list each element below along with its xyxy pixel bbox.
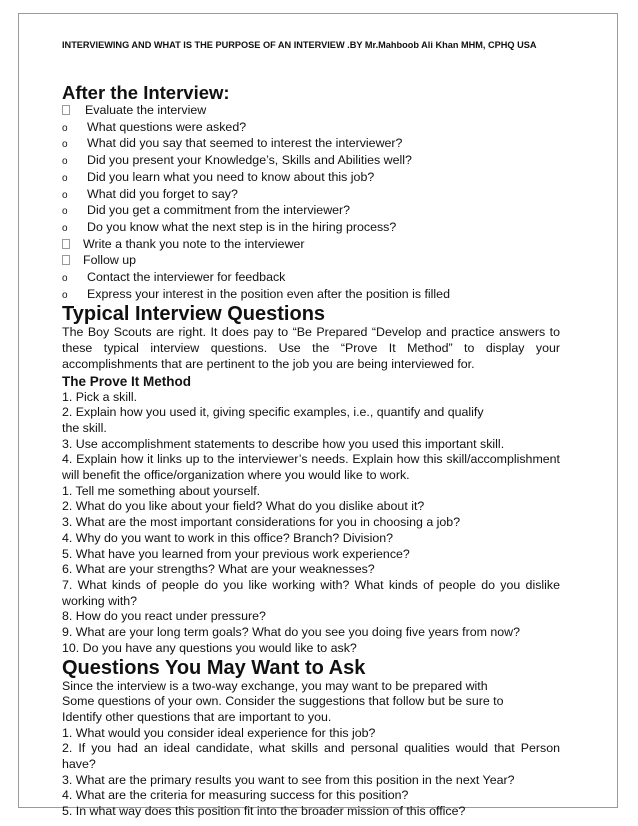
ask-intro-line: Identify other questions that are important to you. [62,709,332,724]
list-item: o Do you know what the next step is in the hiring process? [62,220,560,237]
list-item: o Did you learn what you need to know about this job? [62,170,560,187]
list-item: 3. What are the most important considerations for you in choosing a job? [62,515,461,530]
list-item: 5. What have you learned from your previous work experience? [62,546,410,561]
list-item: 2. If you had an ideal candidate, what skills and personal qualities would that Person have? [62,741,560,772]
step-2-cont: the skill. [62,420,107,435]
circle-bullet-icon: o [62,189,68,201]
list-item: 5. In what way does this position fit into the broader mission of this office? [62,804,466,819]
list-item: o What did you say that seemed to interest the interviewer? [62,136,560,153]
ask-questions-list [62,726,560,820]
square-bullet-icon [62,238,83,254]
circle-bullet-icon: o [62,273,68,285]
typical-intro: The Boy Scouts are right. It does pay to “Be Prepared “Develop and practice answers to these typical interview questions. Use the “Prove It Method” to display your accomplishments that are pertinent to the job you are being interviewed for. [62,325,560,371]
step-2: 2. Explain how you used it, giving specific examples, i.e., quantify and qualify [62,405,484,420]
list-item: 4. Why do you want to work in this office? Branch? Division? [62,530,394,545]
list-item: o Did you get a commitment from the interviewer? [62,203,560,220]
step-1: 1. Pick a skill. [62,389,138,404]
evaluate-item: Evaluate the interview [62,103,560,120]
list-item: 9. What are your long term goals? What do you see you doing five years from now? [62,625,520,640]
circle-bullet-icon: o [62,122,68,134]
ask-intro-line: Since the interview is a two-way exchange, you may want to be prepared with [62,678,488,693]
follow-up-item: Follow up [62,253,560,270]
circle-bullet-icon: o [62,222,68,234]
step-4: 4. Explain how it links up to the interviewer’s needs. Explain how this skill/accomplishment will benefit the office/organization where you would like to work. [62,452,560,483]
step-3: 3. Use accomplishment statements to describe how you used this important skill. [62,436,505,451]
list-item: 10. Do you have any questions you would like to ask? [62,640,357,655]
list-item: 2. What do you like about your field? What do you dislike about it? [62,499,425,514]
list-item: o Express your interest in the position even after the position is filled [62,287,560,304]
prove-it-heading: The Prove It Method [62,373,192,389]
circle-bullet-icon: o [62,206,68,218]
list-item: o Contact the interviewer for feedback [62,270,560,287]
document-body [62,82,560,820]
circle-bullet-icon: o [62,289,68,301]
running-header: INTERVIEWING AND WHAT IS THE PURPOSE OF AN INTERVIEW .BY Mr.Mahboob Ali Khan MHM, CPHQ USA [62,40,537,50]
list-item: 3. What are the primary results you want to see from this position in the next Year? [62,772,515,787]
interview-questions-list [62,484,560,657]
circle-bullet-icon: o [62,139,68,151]
thank-you-item: Write a thank you note to the interviewer [62,237,560,254]
after-interview-heading: After the Interview: [62,82,230,103]
typical-questions-heading: Typical Interview Questions [62,303,326,326]
square-bullet-icon [62,254,83,270]
ask-intro-line: Some questions of your own. Consider the suggestions that follow but be sure to [62,694,504,709]
list-item: 1. Tell me something about yourself. [62,483,261,498]
evaluate-questions [62,120,560,237]
circle-bullet-icon: o [62,172,68,184]
list-item: 8. How do you react under pressure? [62,609,266,624]
list-item: 4. What are the criteria for measuring success for this position? [62,788,409,803]
list-item: 6. What are your strengths? What are your weaknesses? [62,562,375,577]
questions-to-ask-heading: Questions You May Want to Ask [62,656,366,679]
list-item: o Did you present your Knowledge’s, Skills and Abilities well? [62,153,560,170]
circle-bullet-icon: o [62,156,68,168]
list-item: 1. What would you consider ideal experience for this job? [62,725,376,740]
list-item: 7. What kinds of people do you like working with? What kinds of people do you dislike working with? [62,577,560,608]
list-item: o What questions were asked? [62,120,560,137]
list-item: o What did you forget to say? [62,187,560,204]
square-bullet-icon [62,104,85,120]
